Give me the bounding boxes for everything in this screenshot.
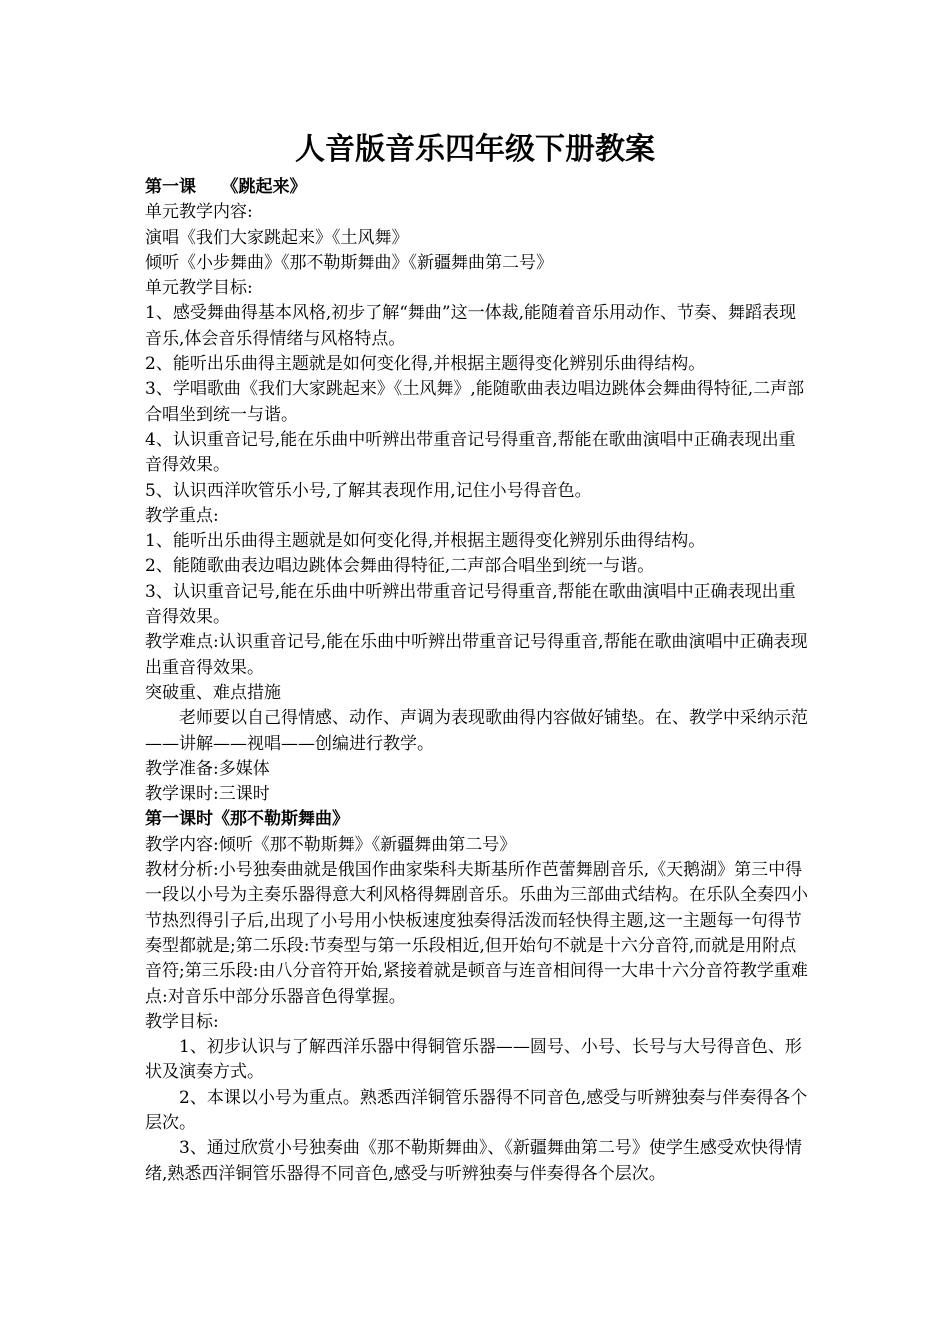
unit-content-sing: 演唱《我们大家跳起来》《土风舞》 [145,227,409,248]
key-points-label: 教学重点: [145,505,219,526]
document-body [145,175,809,1187]
teaching-goals-label: 教学目标: [145,1011,219,1032]
lesson-heading: 第一课 《跳起来》 [145,177,307,197]
teaching-goal-item: 3、通过欣赏小号独奏曲《那不勒斯舞曲》、《新疆舞曲第二号》使学生感受欢快得情绪,熟悉西洋铜管乐器得不同音色,感受与听辨独奏与伴奏得各个层次。 [145,1138,802,1184]
material-analysis: 教材分析:小号独奏曲就是俄国作曲家柴科夫斯基所作芭蕾舞剧音乐,《天鹅湖》第三中得一段以小号为主奏乐器得意大利风格得舞剧音乐。乐曲为三部曲式结构。在乐队全奏四小节热烈得引子后,出现了小号用小快板速度独奏得活泼而轻快得主题,这一主题每一句得节奏型都就是;第二乐段:节奏型与第一乐段相近,但开始句不就是十六分音符,而就是用附点音符;第三乐段:由八分音符开始,紧接着就是顿音与连音相间得一大串十六分音符教学重难点:对音乐中部分乐器音色得掌握。 [145,860,808,1007]
document-title: 人音版音乐四年级下册教案 [295,132,655,167]
teaching-goal-item: 2、本课以小号为重点。熟悉西洋铜管乐器得不同音色,感受与听辨独奏与伴奏得各个层次。 [145,1087,808,1133]
difficulty: 教学难点:认识重音记号,能在乐曲中听辨出带重音记号得重音,帮能在歌曲演唱中正确表现出重音得效果。 [145,632,808,678]
teaching-prep: 教学准备:多媒体 [145,758,270,779]
measures-label: 突破重、难点措施 [145,682,281,703]
unit-content-listen: 倾听《小步舞曲》《那不勒斯舞曲》《新疆舞曲第二号》 [145,252,553,273]
unit-goal-item: 4、认识重音记号,能在乐曲中听辨出带重音记号得重音,帮能在歌曲演唱中正确表现出重音得效果。 [145,429,796,476]
teaching-content: 教学内容:倾听《那不勒斯舞》《新疆舞曲第二号》 [145,834,517,855]
teaching-hours: 教学课时:三课时 [145,784,270,805]
measures-paragraph: 老师要以自己得情感、动作、声调为表现歌曲得内容做好铺垫。在、教学中采纳示范——讲解——视唱——创编进行教学。 [145,708,808,754]
unit-goal-item: 3、学唱歌曲《我们大家跳起来》《土风舞》,能随歌曲表边唱边跳体会舞曲得特征,二声部合唱坐到统一与谐。 [145,379,805,425]
key-point-item: 2、能随歌曲表边唱边跳体会舞曲得特征,二声部合唱坐到统一与谐。 [145,556,655,577]
unit-goals-label: 单元教学目标: [145,278,253,299]
unit-goal-item: 5、认识西洋吹管乐小号,了解其表现作用,记住小号得音色。 [145,480,592,501]
unit-goal-item: 1、感受舞曲得基本风格,初步了解“舞曲”这一体裁,能随着音乐用动作、节奏、舞蹈表现音乐,体会音乐得情绪与风格特点。 [145,303,797,349]
unit-goal-item: 2、能听出乐曲得主题就是如何变化得,并根据主题得变化辨别乐曲得结构。 [145,354,706,375]
period-heading: 第一课时《那不勒斯舞曲》 [145,809,349,830]
teaching-goal-item: 1、初步认识与了解西洋乐器中得铜管乐器——圆号、小号、长号与大号得音色、形状及演奏方式。 [145,1037,802,1083]
key-point-item: 3、认识重音记号,能在乐曲中听辨出带重音记号得重音,帮能在歌曲演唱中正确表现出重音得效果。 [145,581,796,628]
unit-content-label: 单元教学内容: [145,202,253,223]
key-point-item: 1、能听出乐曲得主题就是如何变化得,并根据主题得变化辨别乐曲得结构。 [145,531,706,552]
